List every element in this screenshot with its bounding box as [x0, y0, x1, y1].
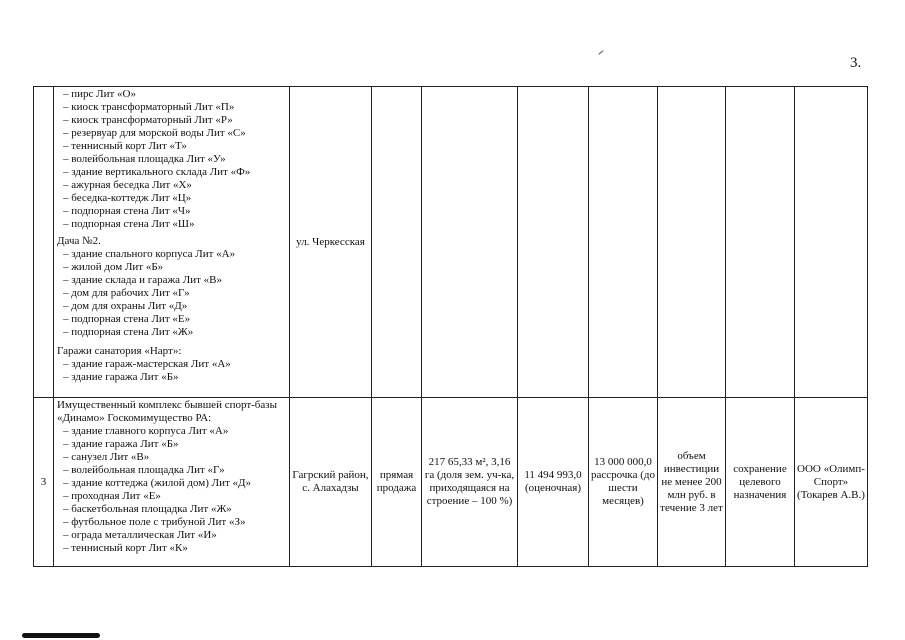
location-cell: ул. Черкесская	[290, 87, 372, 398]
list-item: – подпорная стена Лит «Ч»	[57, 205, 286, 218]
table-row	[34, 87, 868, 398]
list-item: – здание гаража Лит «Б»	[57, 371, 286, 384]
list-item: – подпорная стена Лит «Ш»	[57, 218, 286, 231]
list-item: – здание гараж-мастерская Лит «А»	[57, 358, 286, 371]
method-cell: прямая продажа	[372, 398, 422, 567]
list-item: – теннисный корт Лит «Т»	[57, 140, 286, 153]
property-table	[33, 86, 868, 567]
buyer-cell: ООО «Олимп-Спорт» (Токарев А.В.)	[795, 398, 868, 567]
property-description	[54, 87, 290, 398]
list-item: – резервуар для морской воды Лит «С»	[57, 127, 286, 140]
purpose-cell: сохранение целевого назначения	[726, 398, 795, 567]
valuation-cell: 11 494 993,0 (оценочная)	[518, 398, 589, 567]
valuation-cell	[518, 87, 589, 398]
list-item: – дом для рабочих Лит «Г»	[57, 287, 286, 300]
list-item: – здание вертикального склада Лит «Ф»	[57, 166, 286, 179]
list-item: – пирс Лит «О»	[57, 88, 286, 101]
price-cell: 13 000 000,0 рассрочка (до шести месяцев)	[589, 398, 658, 567]
property-heading: Имущественный комплекс бывшей спорт-базы «Динамо» Госкомимущество РА:	[57, 399, 278, 424]
price-cell	[589, 87, 658, 398]
list-item: – баскетбольная площадка Лит «Ж»	[57, 503, 286, 516]
area-cell	[422, 87, 518, 398]
list-item: – здание коттеджа (жилой дом) Лит «Д»	[57, 477, 286, 490]
property-list-a	[57, 88, 286, 231]
list-item: – беседка-коттедж Лит «Ц»	[57, 192, 286, 205]
list-item: – подпорная стена Лит «Ж»	[57, 326, 286, 339]
property-description	[54, 398, 290, 567]
list-item: – здание склада и гаража Лит «В»	[57, 274, 286, 287]
table-row	[34, 398, 868, 567]
method-cell	[372, 87, 422, 398]
investment-cell	[658, 87, 726, 398]
property-list-c	[57, 358, 286, 384]
pen-tick-mark	[598, 50, 603, 55]
list-item: – санузел Лит «В»	[57, 451, 286, 464]
list-item: – футбольное поле с трибуной Лит «З»	[57, 516, 286, 529]
property-list-3	[57, 425, 286, 555]
area-cell: 217 65,33 м², 3,16 га (доля зем. уч-ка, приходящаяся на строение – 100 %)	[422, 398, 518, 567]
list-item: – волейбольная площадка Лит «У»	[57, 153, 286, 166]
list-item: – здание гаража Лит «Б»	[57, 438, 286, 451]
group-heading-garages: Гаражи санатория «Нарт»:	[57, 345, 182, 357]
list-item: – ажурная беседка Лит «Х»	[57, 179, 286, 192]
row-number: 3	[34, 398, 54, 567]
list-item: – жилой дом Лит «Б»	[57, 261, 286, 274]
property-list-b	[57, 248, 286, 339]
list-item: – киоск трансформаторный Лит «П»	[57, 101, 286, 114]
list-item: – теннисный корт Лит «К»	[57, 542, 286, 555]
location-cell: Гагрский район, с. Алахадзы	[290, 398, 372, 567]
list-item: – дом для охраны Лит «Д»	[57, 300, 286, 313]
buyer-cell	[795, 87, 868, 398]
list-item: – подпорная стена Лит «Е»	[57, 313, 286, 326]
list-item: – здание главного корпуса Лит «А»	[57, 425, 286, 438]
page-number: 3.	[850, 55, 862, 71]
row-number	[34, 87, 54, 398]
purpose-cell	[726, 87, 795, 398]
list-item: – ограда металлическая Лит «И»	[57, 529, 286, 542]
list-item: – киоск трансформаторный Лит «Р»	[57, 114, 286, 127]
list-item: – волейбольная площадка Лит «Г»	[57, 464, 286, 477]
scan-edge-mark	[22, 633, 100, 638]
group-heading-dacha: Дача №2.	[57, 235, 101, 247]
list-item: – проходная Лит «Е»	[57, 490, 286, 503]
investment-cell: объем инвестиции не менее 200 млн руб. в течение 3 лет	[658, 398, 726, 567]
list-item: – здание спального корпуса Лит «А»	[57, 248, 286, 261]
